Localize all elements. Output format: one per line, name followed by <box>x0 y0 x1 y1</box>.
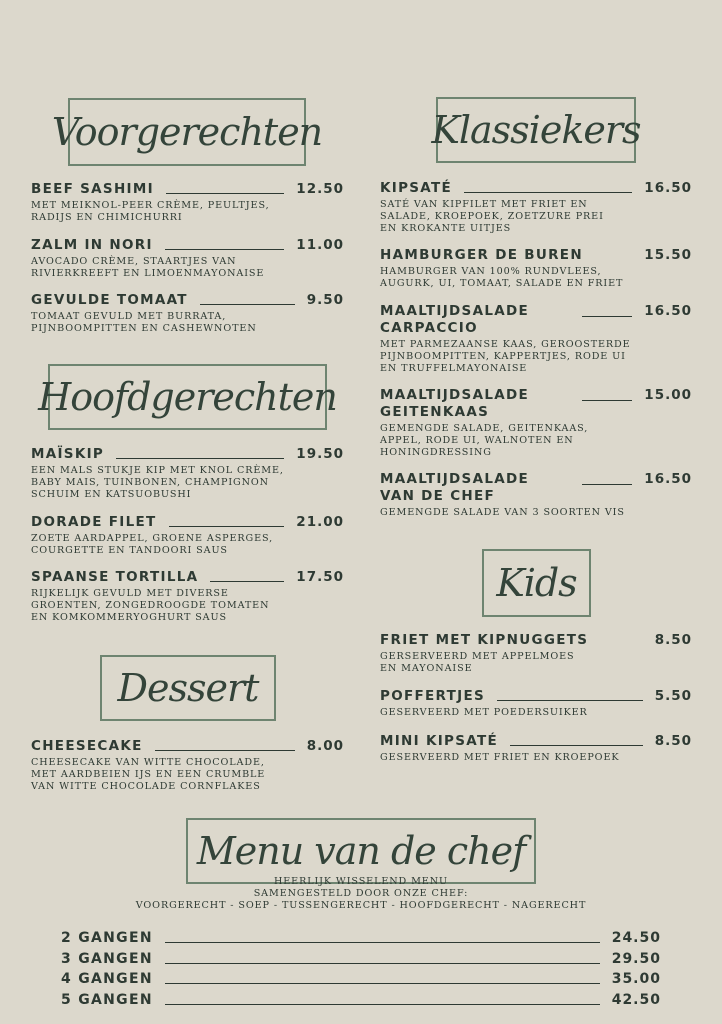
menu-item <box>31 181 344 224</box>
item-description: GEMENGDE SALADE VAN 3 SOORTEN VIS <box>380 507 625 518</box>
item-name: MAÏSKIP <box>31 446 105 462</box>
item-name: DORADE FILET <box>31 514 157 530</box>
klassiekers-header <box>431 97 641 163</box>
item-description: GESERVEERD MET POEDERSUIKER <box>380 707 588 718</box>
leader-line <box>510 745 643 746</box>
leader-line <box>165 249 285 250</box>
menu-item <box>380 632 692 675</box>
item-price: 9.50 <box>306 292 344 308</box>
leader-line <box>464 192 632 193</box>
voorgerechten-header <box>51 98 323 166</box>
item-name: FRIET MET KIPNUGGETS <box>380 632 589 648</box>
menu-item <box>380 180 692 235</box>
menu-item <box>31 514 344 557</box>
item-price: 16.50 <box>644 471 692 487</box>
leader-line <box>155 750 295 751</box>
leader-line <box>582 316 632 317</box>
leader-line <box>165 1004 600 1005</box>
kids-header <box>482 549 591 617</box>
menu-item <box>31 569 344 624</box>
leader-line <box>582 484 632 485</box>
course-name: 5 GANGEN <box>61 992 153 1008</box>
item-price: 15.00 <box>644 387 692 403</box>
menu-item <box>380 247 692 290</box>
leader-line <box>169 526 285 527</box>
item-description: HAMBURGER VAN 100% RUNDVLEES, AUGURK, UI, TOMAAT, SALADE EN FRIET <box>380 266 624 289</box>
item-name: GEVULDE TOMAAT <box>31 292 188 308</box>
menu-item <box>31 292 344 335</box>
item-price: 11.00 <box>296 237 344 253</box>
item-name: SPAANSE TORTILLA <box>31 569 199 585</box>
item-description: GESERVEERD MET FRIET EN KROEPOEK <box>380 752 620 763</box>
item-price: 16.50 <box>644 303 692 319</box>
item-description: AVOCADO CRÈME, STAARTJES VAN RIVIERKREEFT EN LIMOENMAYONAISE <box>31 256 265 279</box>
course-price: 35.00 <box>611 971 661 987</box>
item-description: SATÉ VAN KIPFILET MET FRIET EN SALADE, KROEPOEK, ZOETZURE PREI EN KROKANTE UITJES <box>380 199 604 234</box>
leader-line <box>497 700 643 701</box>
course-name: 3 GANGEN <box>61 951 153 967</box>
item-price: 8.50 <box>654 733 692 749</box>
item-price: 19.50 <box>296 446 344 462</box>
menu-item <box>380 688 692 719</box>
menu-item <box>380 387 692 459</box>
item-price: 5.50 <box>654 688 692 704</box>
chef-title: Menu van de chef <box>196 829 526 873</box>
item-name: MAALTIJDSALADE CARPACCIO <box>380 303 530 336</box>
item-description: CHEESECAKE VAN WITTE CHOCOLADE, MET AARDBEIEN IJS EN EEN CRUMBLE VAN WITTE CHOCOLADE CORNFLAKES <box>31 757 266 792</box>
course-row <box>61 971 661 988</box>
menu-item <box>380 733 692 764</box>
item-price: 8.50 <box>654 632 692 648</box>
hoofdgerechten-header <box>38 364 337 430</box>
leader-line <box>165 983 600 984</box>
item-price: 15.50 <box>644 247 692 263</box>
course-price: 24.50 <box>611 930 661 946</box>
course-price: 42.50 <box>611 992 661 1008</box>
item-name: MINI KIPSATÉ <box>380 733 499 749</box>
item-description: ZOETE AARDAPPEL, GROENE ASPERGES, COURGETTE EN TANDOORI SAUS <box>31 533 274 556</box>
menu-item <box>380 303 692 375</box>
klassiekers-title: Klassiekers <box>431 108 641 152</box>
item-price: 12.50 <box>296 181 344 197</box>
chef-header <box>186 818 536 884</box>
item-name: BEEF SASHIMI <box>31 181 154 197</box>
item-name: KIPSATÉ <box>380 180 453 196</box>
item-name: MAALTIJDSALADE GEITENKAAS <box>380 387 530 420</box>
leader-line <box>165 942 600 943</box>
item-description: GEMENGDE SALADE, GEITENKAAS, APPEL, RODE UI, WALNOTEN EN HONINGDRESSING <box>380 423 589 458</box>
leader-line <box>166 193 284 194</box>
item-name: POFFERTJES <box>380 688 486 704</box>
kids-title: Kids <box>496 561 577 605</box>
hoofdgerechten-title: Hoofdgerechten <box>38 375 337 419</box>
item-description: MET PARMEZAANSE KAAS, GEROOSTERDE PIJNBOOMPITTEN, KAPPERTJES, RODE UI EN TRUFFELMAYONAISE <box>380 339 631 374</box>
item-name: CHEESECAKE <box>31 738 143 754</box>
dessert-title: Dessert <box>117 666 259 710</box>
item-description: RIJKELIJK GEVULD MET DIVERSE GROENTEN, ZONGEDROOGDE TOMATEN EN KOMKOMMERYOGHURT SAUS <box>31 588 270 623</box>
course-row <box>61 992 661 1009</box>
leader-line <box>582 400 632 401</box>
menu-item <box>31 446 344 501</box>
item-description: TOMAAT GEVULD MET BURRATA, PIJNBOOMPITTEN EN CASHEWNOTEN <box>31 311 257 334</box>
course-price: 29.50 <box>611 951 661 967</box>
course-row <box>61 930 661 947</box>
dessert-header <box>100 655 276 721</box>
leader-line <box>165 963 600 964</box>
item-price: 17.50 <box>296 569 344 585</box>
item-price: 8.00 <box>306 738 344 754</box>
menu-item <box>380 471 692 519</box>
course-row <box>61 951 661 968</box>
menu-item <box>31 237 344 280</box>
item-description: MET MEIKNOL-PEER CRÈME, PEULTJES, RADIJS EN CHIMICHURRI <box>31 200 270 223</box>
item-description: EEN MALS STUKJE KIP MET KNOL CRÈME, BABY MAIS, TUINBONEN, CHAMPIGNON SCHUIM EN KATSUOBUSHI <box>31 465 284 500</box>
menu-item <box>31 738 344 793</box>
chef-description: HEERLIJK WISSELEND MENU SAMENGESTELD DOOR ONZE CHEF: VOORGERECHT - SOEP - TUSSENGERECHT - HOOFDGERECHT - NAGERECHT <box>135 876 587 911</box>
item-price: 21.00 <box>296 514 344 530</box>
course-name: 4 GANGEN <box>61 971 153 987</box>
voorgerechten-title: Voorgerechten <box>51 110 323 154</box>
item-name: MAALTIJDSALADE VAN DE CHEF <box>380 471 530 504</box>
item-price: 16.50 <box>644 180 692 196</box>
item-name: ZALM IN NORI <box>31 237 153 253</box>
course-name: 2 GANGEN <box>61 930 153 946</box>
leader-line <box>116 458 284 459</box>
item-name: HAMBURGER DE BUREN <box>380 247 583 263</box>
item-description: GERSERVEERD MET APPELMOES EN MAYONAISE <box>380 651 575 674</box>
leader-line <box>200 304 295 305</box>
leader-line <box>210 581 284 582</box>
